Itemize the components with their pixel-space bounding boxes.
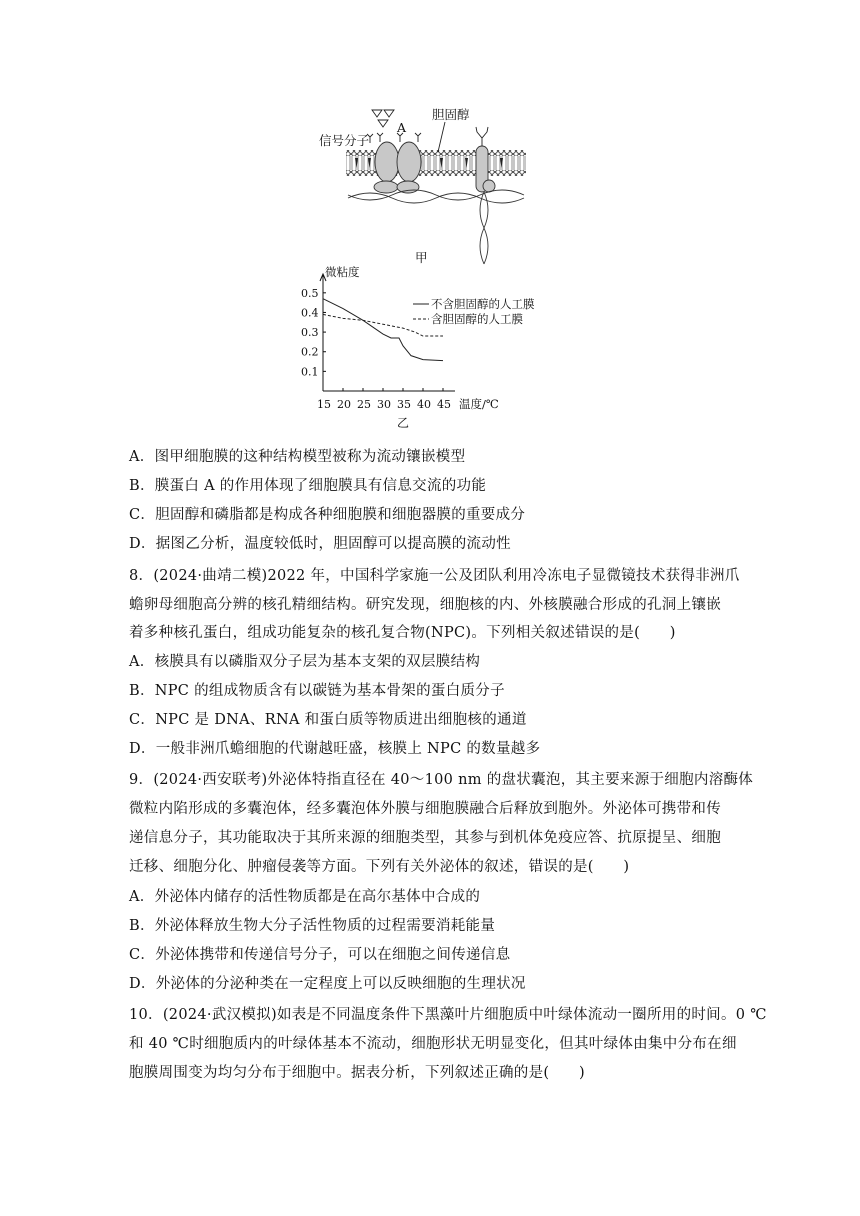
x-tick-label: 30 xyxy=(377,398,391,411)
viscosity-chart xyxy=(295,262,565,432)
series-line xyxy=(323,314,443,336)
legend-label: 含胆固醇的人工膜 xyxy=(431,312,523,326)
text-line: A．外泌体内储存的活性物质都是在高尔基体中合成的 xyxy=(129,889,481,905)
y-tick-label: 0.3 xyxy=(301,326,319,340)
text-line: 蟾卵母细胞高分辨的核孔精细结构。研究发现，细胞核的内、外核膜融合形成的孔洞上镶嵌 xyxy=(129,597,721,613)
x-axis-label: 温度/℃ xyxy=(459,397,499,411)
protein-a-left xyxy=(375,142,399,182)
text-line: 递信息分子，其功能取决于其所来源的细胞类型，其参与到机体免疫应答、抗原提呈、细胞 xyxy=(129,830,721,846)
text-line: B．膜蛋白 A 的作用体现了细胞膜具有信息交流的功能 xyxy=(129,478,487,494)
y-tick-label: 0.4 xyxy=(301,306,319,320)
figure-jia-caption: 甲 xyxy=(415,250,428,265)
text-line: 胞膜周围变为均匀分布于细胞中。据表分析，下列叙述正确的是( ) xyxy=(129,1065,585,1081)
text-line: 微粒内陷形成的多囊泡体，经多囊泡体外膜与细胞膜融合后释放到胞外。外泌体可携带和传 xyxy=(129,801,721,817)
text-line: D．据图乙分析，温度较低时，胆固醇可以提高膜的流动性 xyxy=(129,536,511,552)
y-tick-label: 0.2 xyxy=(301,345,319,359)
text-line: 10．(2024·武汉模拟)如表是不同温度条件下黑藻叶片细胞质中叶绿体流动一圈所用的时间。0 ℃ xyxy=(129,1007,767,1023)
text-line: C．NPC 是 DNA、RNA 和蛋白质等物质进出细胞核的通道 xyxy=(129,712,527,728)
text-line: B．外泌体释放生物大分子活性物质的过程需要消耗能量 xyxy=(129,918,496,934)
legend-label: 不含胆固醇的人工膜 xyxy=(431,297,535,311)
text-line: 9．(2024·西安联考)外泌体特指直径在 40～100 nm 的盘状囊泡，其主要来源于细胞内溶酶体 xyxy=(129,772,754,788)
text-line: C．外泌体携带和传递信号分子，可以在细胞之间传递信息 xyxy=(129,947,511,963)
text-line: 8．(2024·曲靖二模)2022 年，中国科学家施一公及团队利用冷冻电子显微镜技术获得非洲爪 xyxy=(129,568,740,584)
text-line: B．NPC 的组成物质含有以碳链为基本骨架的蛋白质分子 xyxy=(129,683,505,699)
signal-molecule-label: 信号分子 xyxy=(319,133,370,148)
protein-a-label: A xyxy=(397,120,407,135)
x-tick-label: 40 xyxy=(417,398,431,411)
text-line: D．一般非洲爪蟾细胞的代谢越旺盛，核膜上 NPC 的数量越多 xyxy=(129,741,541,757)
text-line: 迁移、细胞分化、肿瘤侵袭等方面。下列有关外泌体的叙述，错误的是( ) xyxy=(129,859,630,875)
membrane-diagram xyxy=(300,100,540,266)
protein-a-right xyxy=(397,142,421,182)
chart-caption: 乙 xyxy=(397,416,410,430)
x-tick-label: 25 xyxy=(357,398,371,411)
text-line: A．图甲细胞膜的这种结构模型被称为流动镶嵌模型 xyxy=(129,449,466,465)
x-tick-label: 45 xyxy=(437,398,451,411)
text-line: C．胆固醇和磷脂都是构成各种细胞膜和细胞器膜的重要成分 xyxy=(129,507,526,523)
cholesterol-label: 胆固醇 xyxy=(432,107,470,122)
x-tick-label: 20 xyxy=(337,398,351,411)
series-line xyxy=(323,299,443,361)
text-line: 着多种核孔蛋白，组成功能复杂的核孔复合物(NPC)。下列相关叙述错误的是( ) xyxy=(129,625,676,641)
y-axis-label: 微粘度 xyxy=(325,265,360,279)
text-line: 和 40 ℃时细胞质内的叶绿体基本不流动，细胞形状无明显变化，但其叶绿体由集中分布在细 xyxy=(129,1036,737,1052)
y-tick-label: 0.5 xyxy=(301,286,319,300)
text-line: D．外泌体的分泌种类在一定程度上可以反映细胞的生理状况 xyxy=(129,976,526,992)
y-tick-label: 0.1 xyxy=(301,365,319,379)
text-line: A．核膜具有以磷脂双分子层为基本支架的双层膜结构 xyxy=(129,654,481,670)
x-tick-label: 15 xyxy=(317,398,331,411)
x-tick-label: 35 xyxy=(397,398,411,411)
